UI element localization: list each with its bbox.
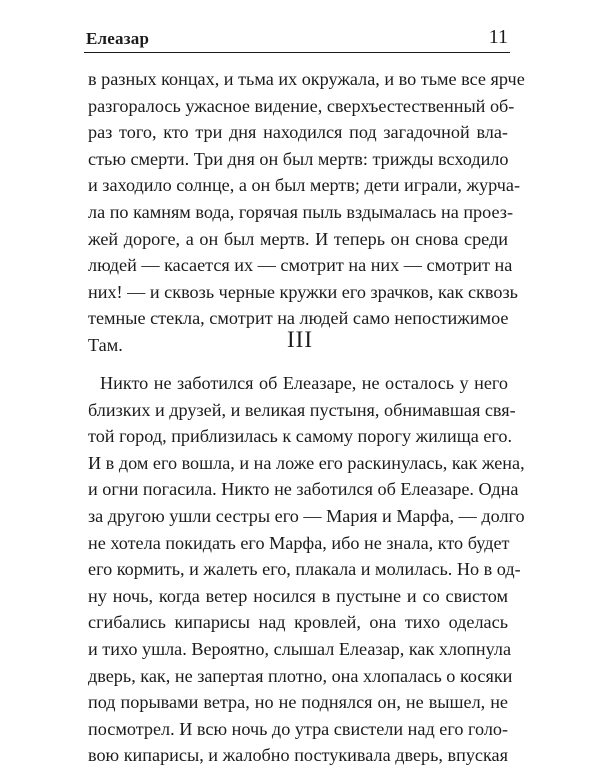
text-line: и огни погасила. Никто не заботился об Елеазаре. Одна (88, 479, 519, 500)
section-heading: III (287, 327, 313, 352)
text-line: за другою ушли сестры его — Мария и Марфа, — долго (88, 505, 525, 526)
text-line: и тихо ушла. Вероятно, слышал Елеазар, как хлопнула (88, 638, 512, 659)
text-line: разгоралось ужасное видение, сверхъестественный об- (88, 95, 515, 116)
text-line: его кормить, и жалеть его, плакала и молилась. Но в од- (88, 559, 521, 580)
text-line: людей — касается их — смотрит на них — смотрит на (88, 255, 513, 276)
text-line: сгибались кипарисы над кровлей, она тихо оделась (88, 612, 508, 633)
text-line: И в дом его вошла, и на ложе его раскинулась, как жена, (88, 452, 525, 473)
text-line: посмотрел. И всю ночь до утра свистели над его голо- (88, 718, 509, 739)
text-line: жей дороге, а он был мертв. И теперь он снова среди (88, 228, 508, 249)
text-line: вою кипарисы, и жалобно постукивала дверь, впуская (88, 745, 508, 766)
text-line: не хотела покидать его Марфа, ибо не знала, кто будет (88, 532, 510, 553)
text-line: стью смерти. Три дня он был мертв: трижды всходило (88, 148, 509, 169)
text-line: в разных концах, и тьма их окружала, и во тьме все ярче (88, 69, 525, 89)
text-line: под порывами ветра, но не поднялся он, не вышел, не (88, 692, 508, 713)
page-number: 11 (488, 26, 508, 48)
text-line: ну ночь, когда ветер носился в пустыне и со свистом (88, 585, 508, 606)
text-line: них! — и сквозь черные кружки его зрачков, как сквозь (88, 281, 518, 302)
paragraph (88, 370, 525, 769)
text-line: Там. (88, 334, 123, 355)
text-line: темные стекла, смотрит на людей само непостижимое (88, 308, 509, 329)
text-line: Никто не заботился об Елеазаре, не осталось у него (100, 373, 508, 393)
text-line: и заходило солнце, а он был мертв; дети играли, журча- (88, 175, 521, 196)
text-line: дверь, как, не запертая плотно, она хлопалась о косяки (88, 665, 513, 686)
text-line: раз того, кто три дня находился под загадочной вла- (88, 122, 508, 143)
text-line: близких и друзей, и великая пустыня, обнимавшая свя- (88, 399, 516, 420)
text-line: ла по камням вода, горячая пыль вздымалась на проез- (88, 201, 514, 222)
text-line: той город, приблизилась к самому порогу жилища его. (88, 426, 513, 447)
running-header (84, 22, 510, 53)
paragraph-continuation (88, 66, 525, 359)
running-title: Елеазар (86, 29, 150, 48)
